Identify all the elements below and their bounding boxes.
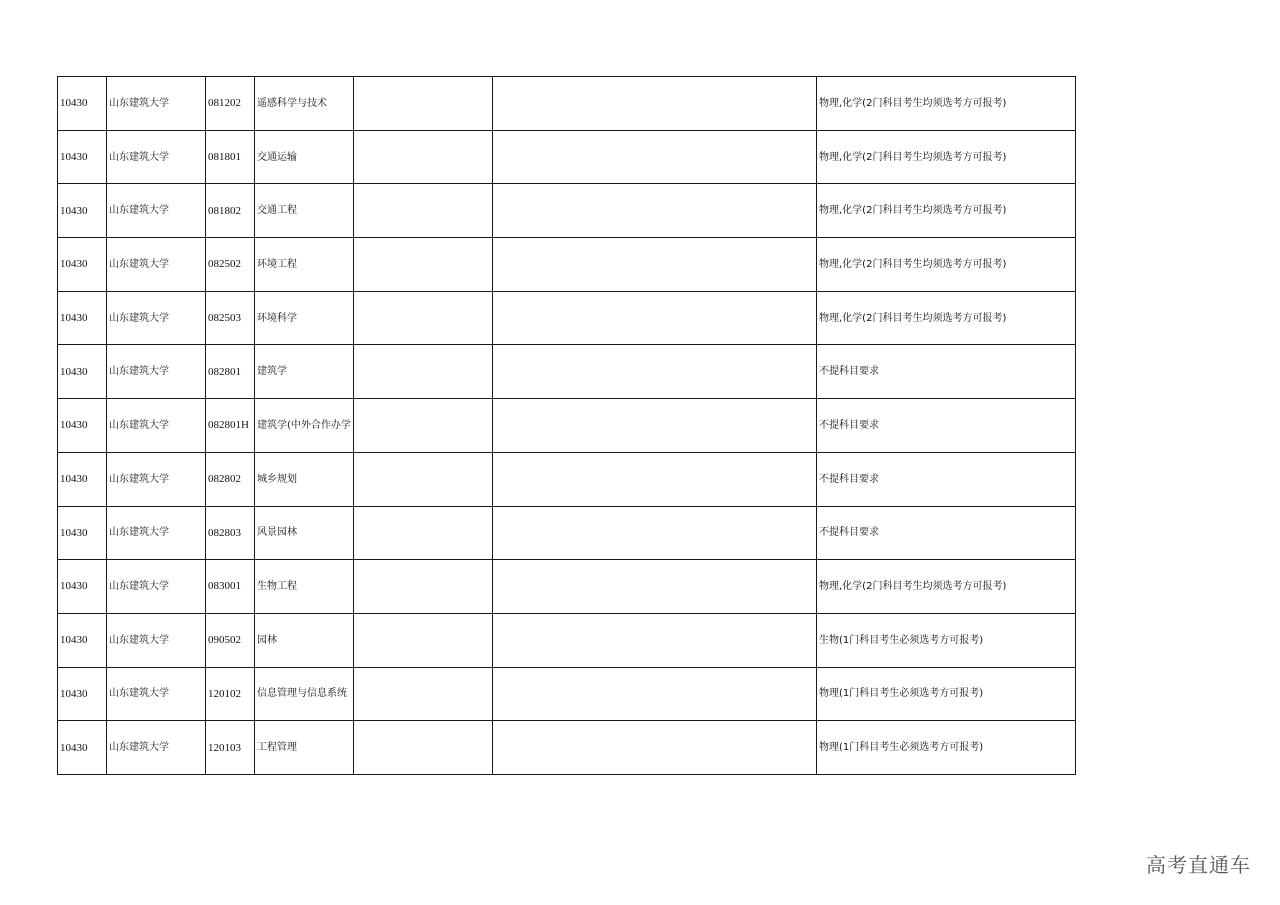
cell-major-name: 建筑学 [255,345,354,399]
cell-empty [493,506,817,560]
cell-empty [354,345,493,399]
cell-empty [354,238,493,292]
cell-empty [354,399,493,453]
cell-major-name: 遥感科学与技术 [255,77,354,131]
cell-school-name: 山东建筑大学 [107,560,206,614]
cell-major-code: 082801 [206,345,255,399]
cell-subject-requirement: 不提科目要求 [817,452,1076,506]
table-row [58,238,1076,292]
cell-empty [493,452,817,506]
table-row [58,613,1076,667]
cell-empty [493,291,817,345]
table-row [58,130,1076,184]
cell-empty [493,345,817,399]
cell-school-name: 山东建筑大学 [107,130,206,184]
cell-empty [354,506,493,560]
cell-major-name: 环境科学 [255,291,354,345]
cell-school-name: 山东建筑大学 [107,667,206,721]
cell-school-name: 山东建筑大学 [107,613,206,667]
cell-major-code: 090502 [206,613,255,667]
requirements-table [57,76,1076,775]
cell-school-code: 10430 [58,238,107,292]
cell-major-name: 信息管理与信息系统 [255,667,354,721]
cell-school-name: 山东建筑大学 [107,77,206,131]
cell-empty [493,184,817,238]
cell-major-name: 生物工程 [255,560,354,614]
cell-empty [354,184,493,238]
cell-school-name: 山东建筑大学 [107,399,206,453]
cell-school-code: 10430 [58,560,107,614]
cell-empty [493,77,817,131]
cell-subject-requirement: 物理,化学(2门科目考生均须选考方可报考) [817,184,1076,238]
cell-school-name: 山东建筑大学 [107,345,206,399]
cell-major-name: 环境工程 [255,238,354,292]
table-row [58,452,1076,506]
cell-empty [354,560,493,614]
cell-school-code: 10430 [58,721,107,775]
cell-major-code: 081802 [206,184,255,238]
cell-subject-requirement: 生物(1门科目考生必须选考方可报考) [817,613,1076,667]
cell-major-code: 082803 [206,506,255,560]
cell-empty [493,399,817,453]
table-row [58,77,1076,131]
cell-major-code: 081801 [206,130,255,184]
table-row [58,506,1076,560]
cell-empty [354,130,493,184]
cell-school-name: 山东建筑大学 [107,506,206,560]
cell-school-name: 山东建筑大学 [107,238,206,292]
cell-empty [354,721,493,775]
cell-empty [493,667,817,721]
cell-empty [493,721,817,775]
cell-major-code: 082502 [206,238,255,292]
cell-subject-requirement: 不提科目要求 [817,506,1076,560]
cell-major-code: 081202 [206,77,255,131]
cell-subject-requirement: 物理(1门科目考生必须选考方可报考) [817,667,1076,721]
watermark-text: 高考直通车 [1146,853,1251,877]
cell-school-code: 10430 [58,345,107,399]
cell-school-code: 10430 [58,613,107,667]
cell-empty [493,130,817,184]
cell-major-code: 082503 [206,291,255,345]
table-row [58,184,1076,238]
cell-subject-requirement: 物理,化学(2门科目考生均须选考方可报考) [817,130,1076,184]
cell-major-name: 风景园林 [255,506,354,560]
cell-major-name: 交通运输 [255,130,354,184]
table-row [58,399,1076,453]
table-row [58,667,1076,721]
cell-subject-requirement: 物理(1门科目考生必须选考方可报考) [817,721,1076,775]
cell-subject-requirement: 不提科目要求 [817,345,1076,399]
cell-subject-requirement: 不提科目要求 [817,399,1076,453]
cell-major-name: 建筑学(中外合作办学 [255,399,354,453]
cell-school-code: 10430 [58,77,107,131]
cell-empty [493,560,817,614]
cell-empty [354,452,493,506]
cell-major-name: 交通工程 [255,184,354,238]
cell-school-code: 10430 [58,506,107,560]
cell-major-name: 园林 [255,613,354,667]
cell-empty [354,291,493,345]
cell-school-name: 山东建筑大学 [107,452,206,506]
cell-school-name: 山东建筑大学 [107,721,206,775]
cell-major-code: 120103 [206,721,255,775]
cell-school-code: 10430 [58,291,107,345]
cell-major-code: 083001 [206,560,255,614]
cell-empty [354,77,493,131]
cell-school-code: 10430 [58,667,107,721]
table-row [58,721,1076,775]
cell-major-code: 082801H [206,399,255,453]
cell-subject-requirement: 物理,化学(2门科目考生均须选考方可报考) [817,77,1076,131]
cell-school-name: 山东建筑大学 [107,291,206,345]
cell-subject-requirement: 物理,化学(2门科目考生均须选考方可报考) [817,560,1076,614]
cell-empty [354,667,493,721]
cell-school-code: 10430 [58,184,107,238]
cell-major-name: 工程管理 [255,721,354,775]
cell-school-name: 山东建筑大学 [107,184,206,238]
cell-major-code: 120102 [206,667,255,721]
cell-subject-requirement: 物理,化学(2门科目考生均须选考方可报考) [817,291,1076,345]
cell-empty [493,238,817,292]
cell-major-name: 城乡规划 [255,452,354,506]
cell-subject-requirement: 物理,化学(2门科目考生均须选考方可报考) [817,238,1076,292]
cell-school-code: 10430 [58,130,107,184]
cell-major-code: 082802 [206,452,255,506]
cell-school-code: 10430 [58,452,107,506]
cell-empty [493,613,817,667]
table-row [58,291,1076,345]
table-body [58,77,1076,775]
table-row [58,345,1076,399]
cell-school-code: 10430 [58,399,107,453]
table-row [58,560,1076,614]
cell-empty [354,613,493,667]
